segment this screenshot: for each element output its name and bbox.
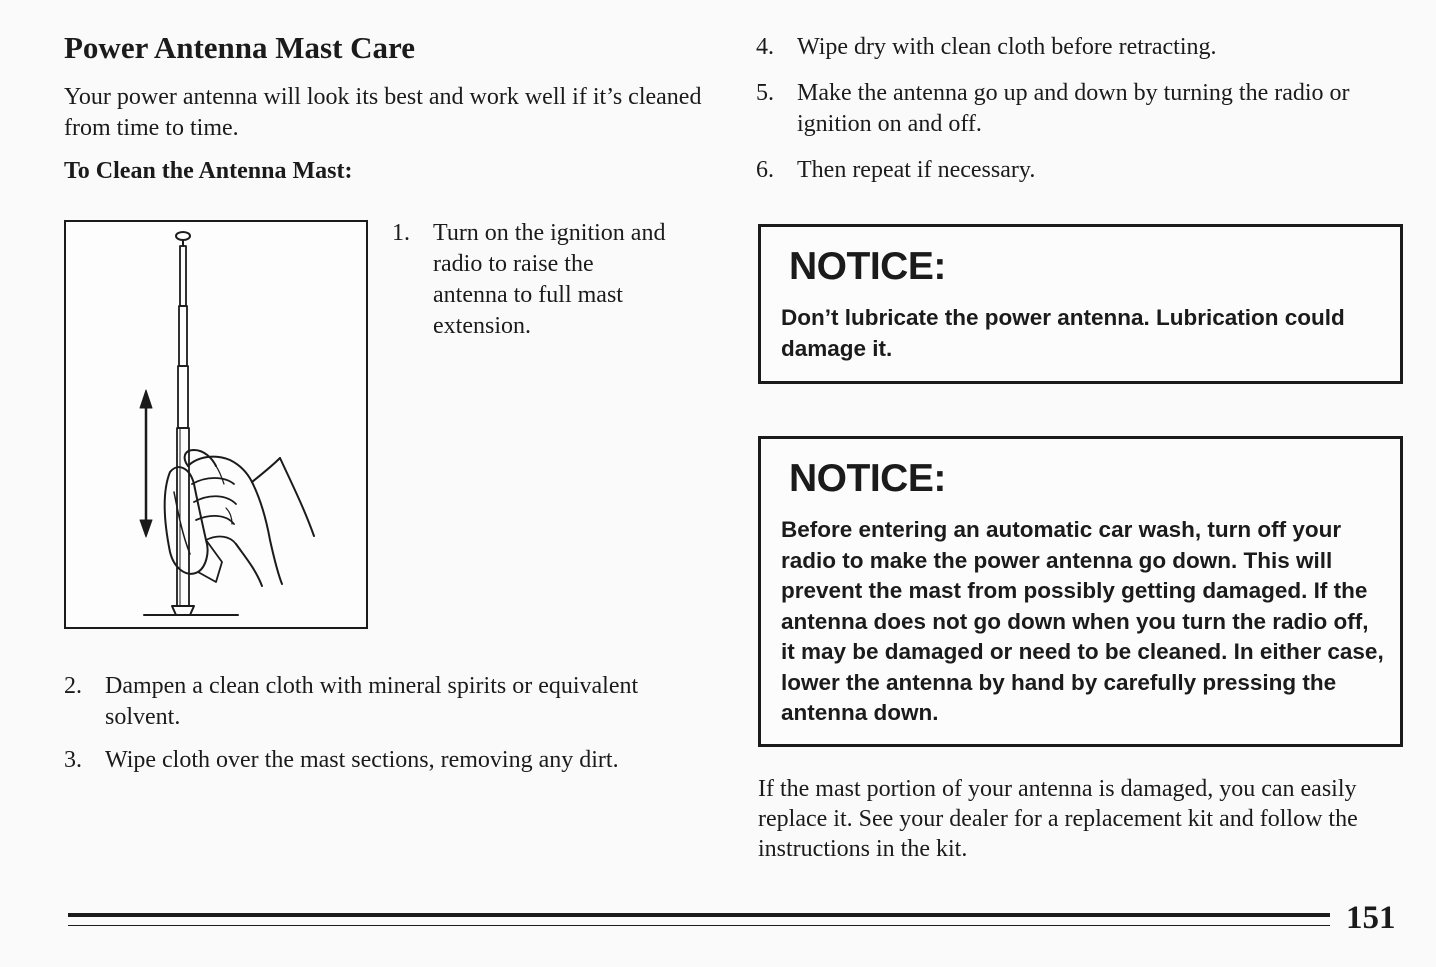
step-text: Wipe cloth over the mast sections, removing any dirt.	[105, 747, 619, 773]
step-4	[756, 32, 1396, 63]
notice-box-lubrication	[758, 224, 1403, 384]
step-text: Dampen a clean cloth with mineral spirits or equivalent solvent.	[105, 673, 639, 730]
step-1	[392, 218, 692, 348]
step-text: Then repeat if necessary.	[797, 157, 1036, 183]
step-text: Turn on the ignition and radio to raise the antenna to full mast extension.	[433, 220, 666, 339]
notice-heading: NOTICE:	[789, 245, 946, 288]
step-number: 6.	[756, 157, 774, 183]
antenna-illustration-icon	[66, 222, 366, 627]
step-text: Wipe dry with clean cloth before retracting.	[797, 34, 1217, 60]
notice-body: Don’t lubricate the power antenna. Lubrication could damage it.	[781, 305, 1345, 361]
step-number: 2.	[64, 673, 82, 699]
step-number: 4.	[756, 34, 774, 60]
closing-paragraph: If the mast portion of your antenna is damaged, you can easily replace it. See your dealer for a replacement kit and follow the instructions in the kit.	[758, 776, 1358, 862]
step-2	[64, 671, 704, 733]
step-number: 1.	[392, 220, 410, 246]
notice-box-car-wash	[758, 436, 1403, 747]
notice-body: Before entering an automatic car wash, turn off your radio to make the power antenna go down. This will prevent the mast from possibly getting damaged. If the antenna does not go down when you turn the radio off, it may be damaged or need to be cleaned. In either case, lower the antenna by hand by carefully pressing the antenna down.	[781, 517, 1384, 725]
step-3	[64, 745, 704, 807]
step-number: 3.	[64, 747, 82, 773]
step-5	[756, 78, 1396, 140]
step-6	[756, 155, 1396, 186]
page-number: 151	[1346, 900, 1396, 936]
page-title: Power Antenna Mast Care	[64, 30, 416, 65]
antenna-cleaning-illustration	[64, 220, 368, 629]
notice-heading: NOTICE:	[789, 457, 946, 500]
step-number: 5.	[756, 80, 774, 106]
footer-rule-thick	[68, 913, 1330, 917]
step-text: Make the antenna go up and down by turning the radio or ignition on and off.	[797, 80, 1350, 137]
footer-rule-thin	[68, 925, 1330, 926]
intro-paragraph: Your power antenna will look its best and work well if it’s cleaned from time to time.	[64, 84, 702, 141]
section-subheading: To Clean the Antenna Mast:	[64, 158, 353, 184]
